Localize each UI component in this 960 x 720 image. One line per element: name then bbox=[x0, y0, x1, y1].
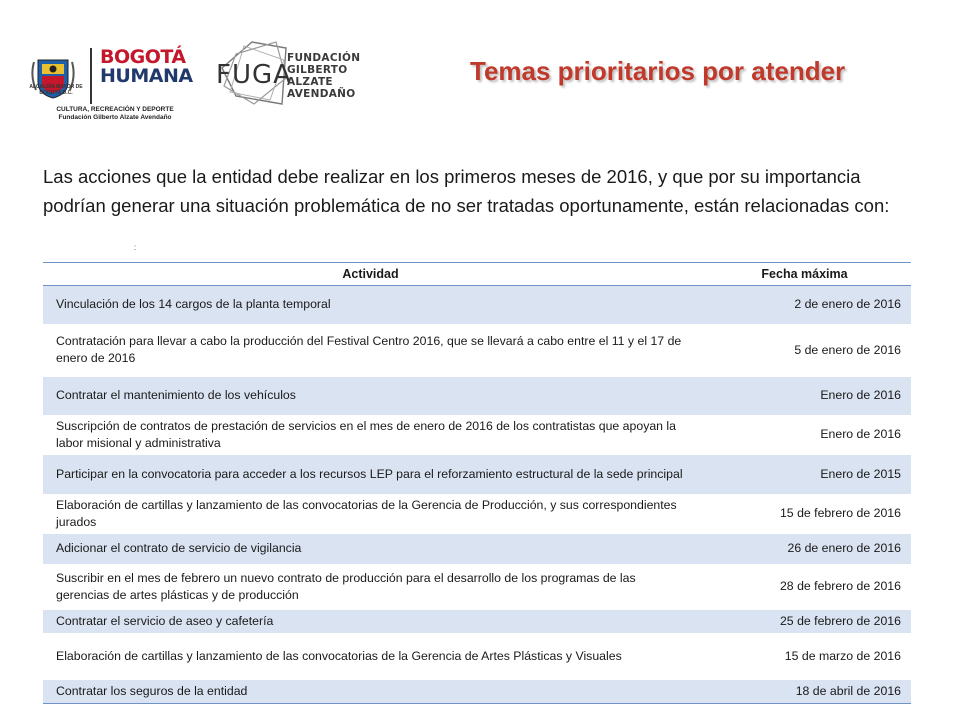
activity-cell: Contratar los seguros de la entidad bbox=[43, 680, 698, 704]
secretaria-caption bbox=[40, 106, 190, 122]
date-cell: 28 de febrero de 2016 bbox=[779, 579, 901, 593]
humana-word: HUMANA bbox=[100, 65, 193, 87]
priorities-table bbox=[43, 262, 911, 704]
activity-cell: Contratación para llevar a cabo la producción del Festival Centro 2016, que se llevará a cabo entre el 11 y el 17 de enero de 2016 bbox=[56, 334, 682, 365]
date-cell: Enero de 2015 bbox=[698, 455, 911, 494]
table-row bbox=[43, 610, 911, 633]
stray-mark: : bbox=[134, 243, 137, 252]
column-header-date: Fecha máxima bbox=[698, 263, 911, 286]
activity-cell: Vinculación de los 14 cargos de la planta temporal bbox=[43, 286, 698, 324]
date-cell: 5 de enero de 2016 bbox=[794, 342, 901, 357]
secretaria-line: CULTURA, RECREACIÓN Y DEPORTE bbox=[56, 106, 174, 113]
activity-cell: Adicionar el contrato de servicio de vigilancia bbox=[43, 534, 698, 564]
date-cell: 26 de enero de 2016 bbox=[698, 534, 911, 564]
table-row bbox=[43, 455, 911, 494]
fuga-name-line: FUNDACIÓN bbox=[287, 52, 361, 64]
logo-divider bbox=[90, 48, 92, 104]
activity-cell: Elaboración de cartillas y lanzamiento de las convocatorias de la Gerencia de Artes Plásticas y Visuales bbox=[56, 648, 622, 663]
activity-cell: Elaboración de cartillas y lanzamiento de las convocatorias de la Gerencia de Producción, y sus correspondientes jurados bbox=[56, 497, 677, 529]
activity-cell: Participar en la convocatoria para acceder a los recursos LEP para el reforzamiento estructural de la sede principal bbox=[43, 455, 698, 494]
activity-cell: Contratar el servicio de aseo y cafetería bbox=[43, 610, 698, 633]
date-cell: Enero de 2016 bbox=[820, 427, 901, 441]
date-cell: 25 de febrero de 2016 bbox=[698, 610, 911, 633]
activity-cell: Suscribir en el mes de febrero un nuevo contrato de producción para el desarrollo de los programas de las gerencias de artes plásticas y de producción bbox=[56, 570, 636, 602]
escudo-caption: ALCALDÍA MAYOR DE BOGOTÁ D.C. bbox=[29, 84, 83, 96]
table-row bbox=[43, 494, 911, 534]
fuga-name-line: AVENDAÑO bbox=[287, 88, 356, 100]
bogota-humana-logo bbox=[100, 48, 193, 86]
intro-paragraph: Las acciones que la entidad debe realizar en los primeros meses de 2016, y que por su importancia podrían generar una situación problemática de no ser tratadas oportunamente, están relacionadas con: bbox=[43, 166, 890, 216]
column-header-activity: Actividad bbox=[43, 263, 698, 286]
table-row bbox=[43, 415, 911, 455]
table-row bbox=[43, 286, 911, 324]
slide-title: Temas prioritarios por atender bbox=[470, 56, 846, 86]
fuga-acronym: FUGA bbox=[216, 60, 292, 90]
table-row bbox=[43, 680, 911, 704]
date-cell: 15 de marzo de 2016 bbox=[784, 648, 901, 663]
bogota-word: BOGOTÁ bbox=[100, 46, 186, 68]
date-cell: 2 de enero de 2016 bbox=[698, 286, 911, 324]
institutional-logos bbox=[28, 38, 398, 128]
fuga-name bbox=[287, 52, 360, 100]
fuga-name-line: GILBERTO bbox=[287, 64, 348, 76]
date-cell: Enero de 2016 bbox=[698, 377, 911, 415]
bogota-coat-of-arms-icon bbox=[28, 48, 78, 108]
fuga-name-line: ALZATE bbox=[287, 76, 333, 88]
date-cell: 15 de febrero de 2016 bbox=[779, 506, 901, 520]
table-row bbox=[43, 324, 911, 377]
table-header-row bbox=[43, 263, 911, 286]
activity-cell: Contratar el mantenimiento de los vehículos bbox=[43, 377, 698, 415]
table-row bbox=[43, 564, 911, 610]
table-row bbox=[43, 377, 911, 415]
slide-header bbox=[0, 0, 960, 140]
fundacion-line: Fundación Gilberto Alzate Avendaño bbox=[58, 114, 172, 121]
date-cell: 18 de abril de 2016 bbox=[698, 680, 911, 704]
table-row bbox=[43, 633, 911, 680]
activity-cell: Suscripción de contratos de prestación de servicios en el mes de enero de 2016 de los contratistas que apoyan la labor misional y administrativa bbox=[56, 418, 677, 450]
table-row bbox=[43, 534, 911, 564]
